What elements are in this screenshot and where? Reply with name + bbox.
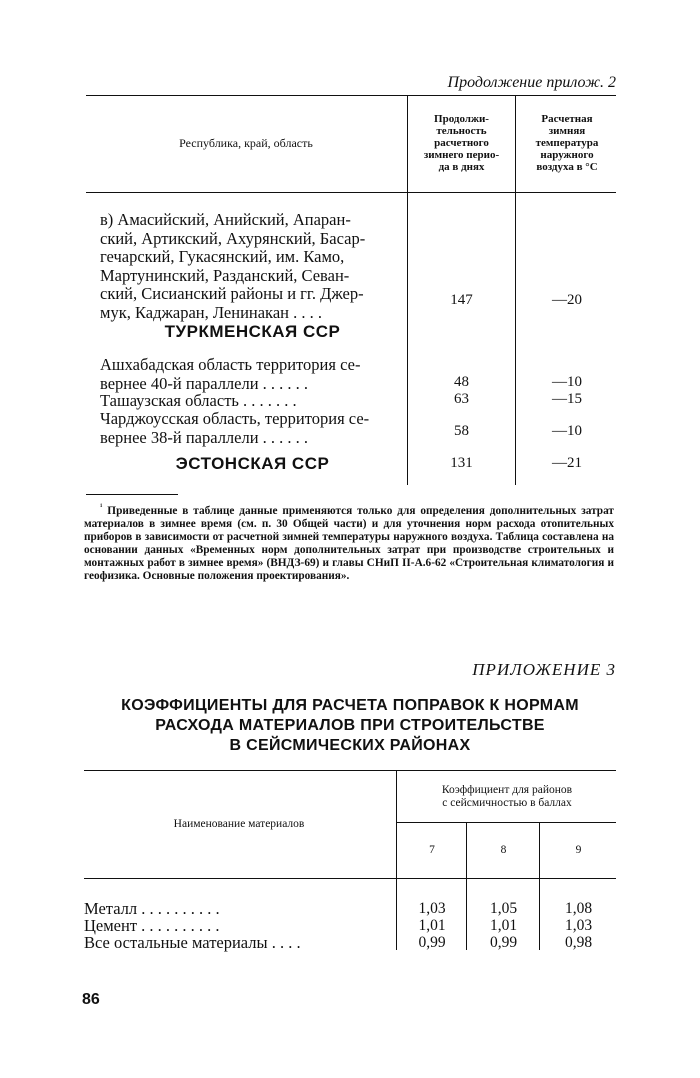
turkmen-row-ashgabat-days: 48 — [454, 374, 469, 390]
footnote-text: Приведенные в таблице данные применяются только для определения дополнительных затрат материалов в зимнее время (см. п. 30 Общей части) и для уточнения норм расхода отопительных приборов в зависимости от расчетной зимней температуры наружного воздуха. Таблица составлена на основании данных «Временных норм дополнительных затрат при производстве строительных и монтажных работ в зимнее время» (ВНДЗ-69) и главы СНиП II-А.6-62 «Строительная климатология и геофизика. Основные положения проектирования». — [84, 504, 614, 582]
table2-header-name: Наименование материалов — [173, 818, 305, 830]
turkmen-row-tashauz-temp: —15 — [552, 391, 582, 407]
table2-col-divider-1 — [396, 770, 397, 950]
turkmen-row-ashgabat-text: Ашхабадская область территория се- вернее 40-й параллели . . . . . . — [100, 355, 361, 393]
table2-grade-9: 9 — [575, 844, 582, 856]
turkmen-row-ashgabat-temp: —10 — [552, 374, 582, 390]
appendix3-title: КОЭФФИЦИЕНТЫ ДЛЯ РАСЧЕТА ПОПРАВОК К НОРМАМ РАСХОДА МАТЕРИАЛОВ ПРИ СТРОИТЕЛЬСТВЕ В СЕЙСМИЧЕСКИХ РАЙОНАХ — [121, 697, 579, 754]
table1-col-divider-2 — [515, 95, 516, 485]
table2-row-metal-name: Металл . . . . . . . . . . — [84, 899, 220, 918]
table2-col-9-values: 1,08 1,03 0,98 — [564, 900, 593, 951]
footnote-marker: ¹ — [100, 502, 103, 511]
turkmen-row-chardzhou-temp: —10 — [552, 423, 582, 439]
table1-row-v-temp: —20 — [552, 292, 582, 308]
footnote — [84, 500, 614, 583]
eston-ssr-temp: —21 — [552, 455, 582, 471]
table2-header-rule — [84, 878, 616, 879]
eston-ssr-days: 131 — [450, 455, 473, 471]
table2-col-divider-3 — [539, 822, 540, 950]
turkmen-row-chardzhou-days: 58 — [454, 423, 469, 439]
table2-col-8-values: 1,05 1,01 0,99 — [489, 900, 518, 951]
table1-header-temperature: Расчетная зимняя температура наружного воздуха в °С — [535, 113, 599, 173]
table1-top-rule — [86, 95, 616, 96]
table2-subheader-rule — [397, 822, 616, 823]
turkmen-row-tashauz-days: 63 — [454, 391, 469, 407]
table2-row-cement-name: Цемент . . . . . . . . . . — [84, 916, 220, 935]
table2-col-divider-2 — [466, 822, 467, 950]
turkmen-ssr-heading: ТУРКМЕНСКАЯ ССР — [164, 322, 341, 341]
table2-row-other-name: Все остальные материалы . . . . — [84, 933, 301, 952]
table1-row-v-text: в) Амасийский, Анийский, Апаран- ский, Артикский, Ахурянский, Басар- гечарский, Гукасянский, им. Камо, Мартунинский, Разданский, Севан- ский, Сисианский районы и гг. Джер- мук, Каджаран, Ленинакан . . . . — [100, 210, 366, 322]
table1-row-v-days: 147 — [450, 292, 473, 308]
footnote-rule — [86, 494, 178, 495]
table1-header-region: Республика, край, область — [179, 136, 313, 150]
table2-header-coefficient: Коэффициент для районов с сейсмичностью в баллах — [441, 784, 573, 809]
eston-ssr-heading: ЭСТОНСКАЯ ССР — [175, 454, 330, 473]
table2-col-7-values: 1,03 1,01 0,99 — [418, 900, 446, 951]
turkmen-row-tashauz-text: Ташаузская область . . . . . . . — [100, 391, 297, 410]
table1-header-rule — [86, 192, 616, 193]
continuation-header: Продолжение прилож. 2 — [447, 74, 616, 91]
table2-grade-8: 8 — [500, 844, 507, 856]
turkmen-row-chardzhou-text: Чарджоусская область, территория се- вернее 38-й параллели . . . . . . — [100, 409, 370, 447]
table2-row-names — [84, 900, 389, 951]
table1-col-divider-1 — [407, 95, 408, 485]
appendix3-label: ПРИЛОЖЕНИЕ 3 — [472, 660, 616, 679]
table2-grade-7: 7 — [429, 844, 435, 856]
page-number: 86 — [82, 991, 100, 1008]
table2-top-rule — [84, 770, 616, 771]
table1-header-duration: Продолжи- тельность расчетного зимнего перио- да в днях — [423, 113, 500, 173]
